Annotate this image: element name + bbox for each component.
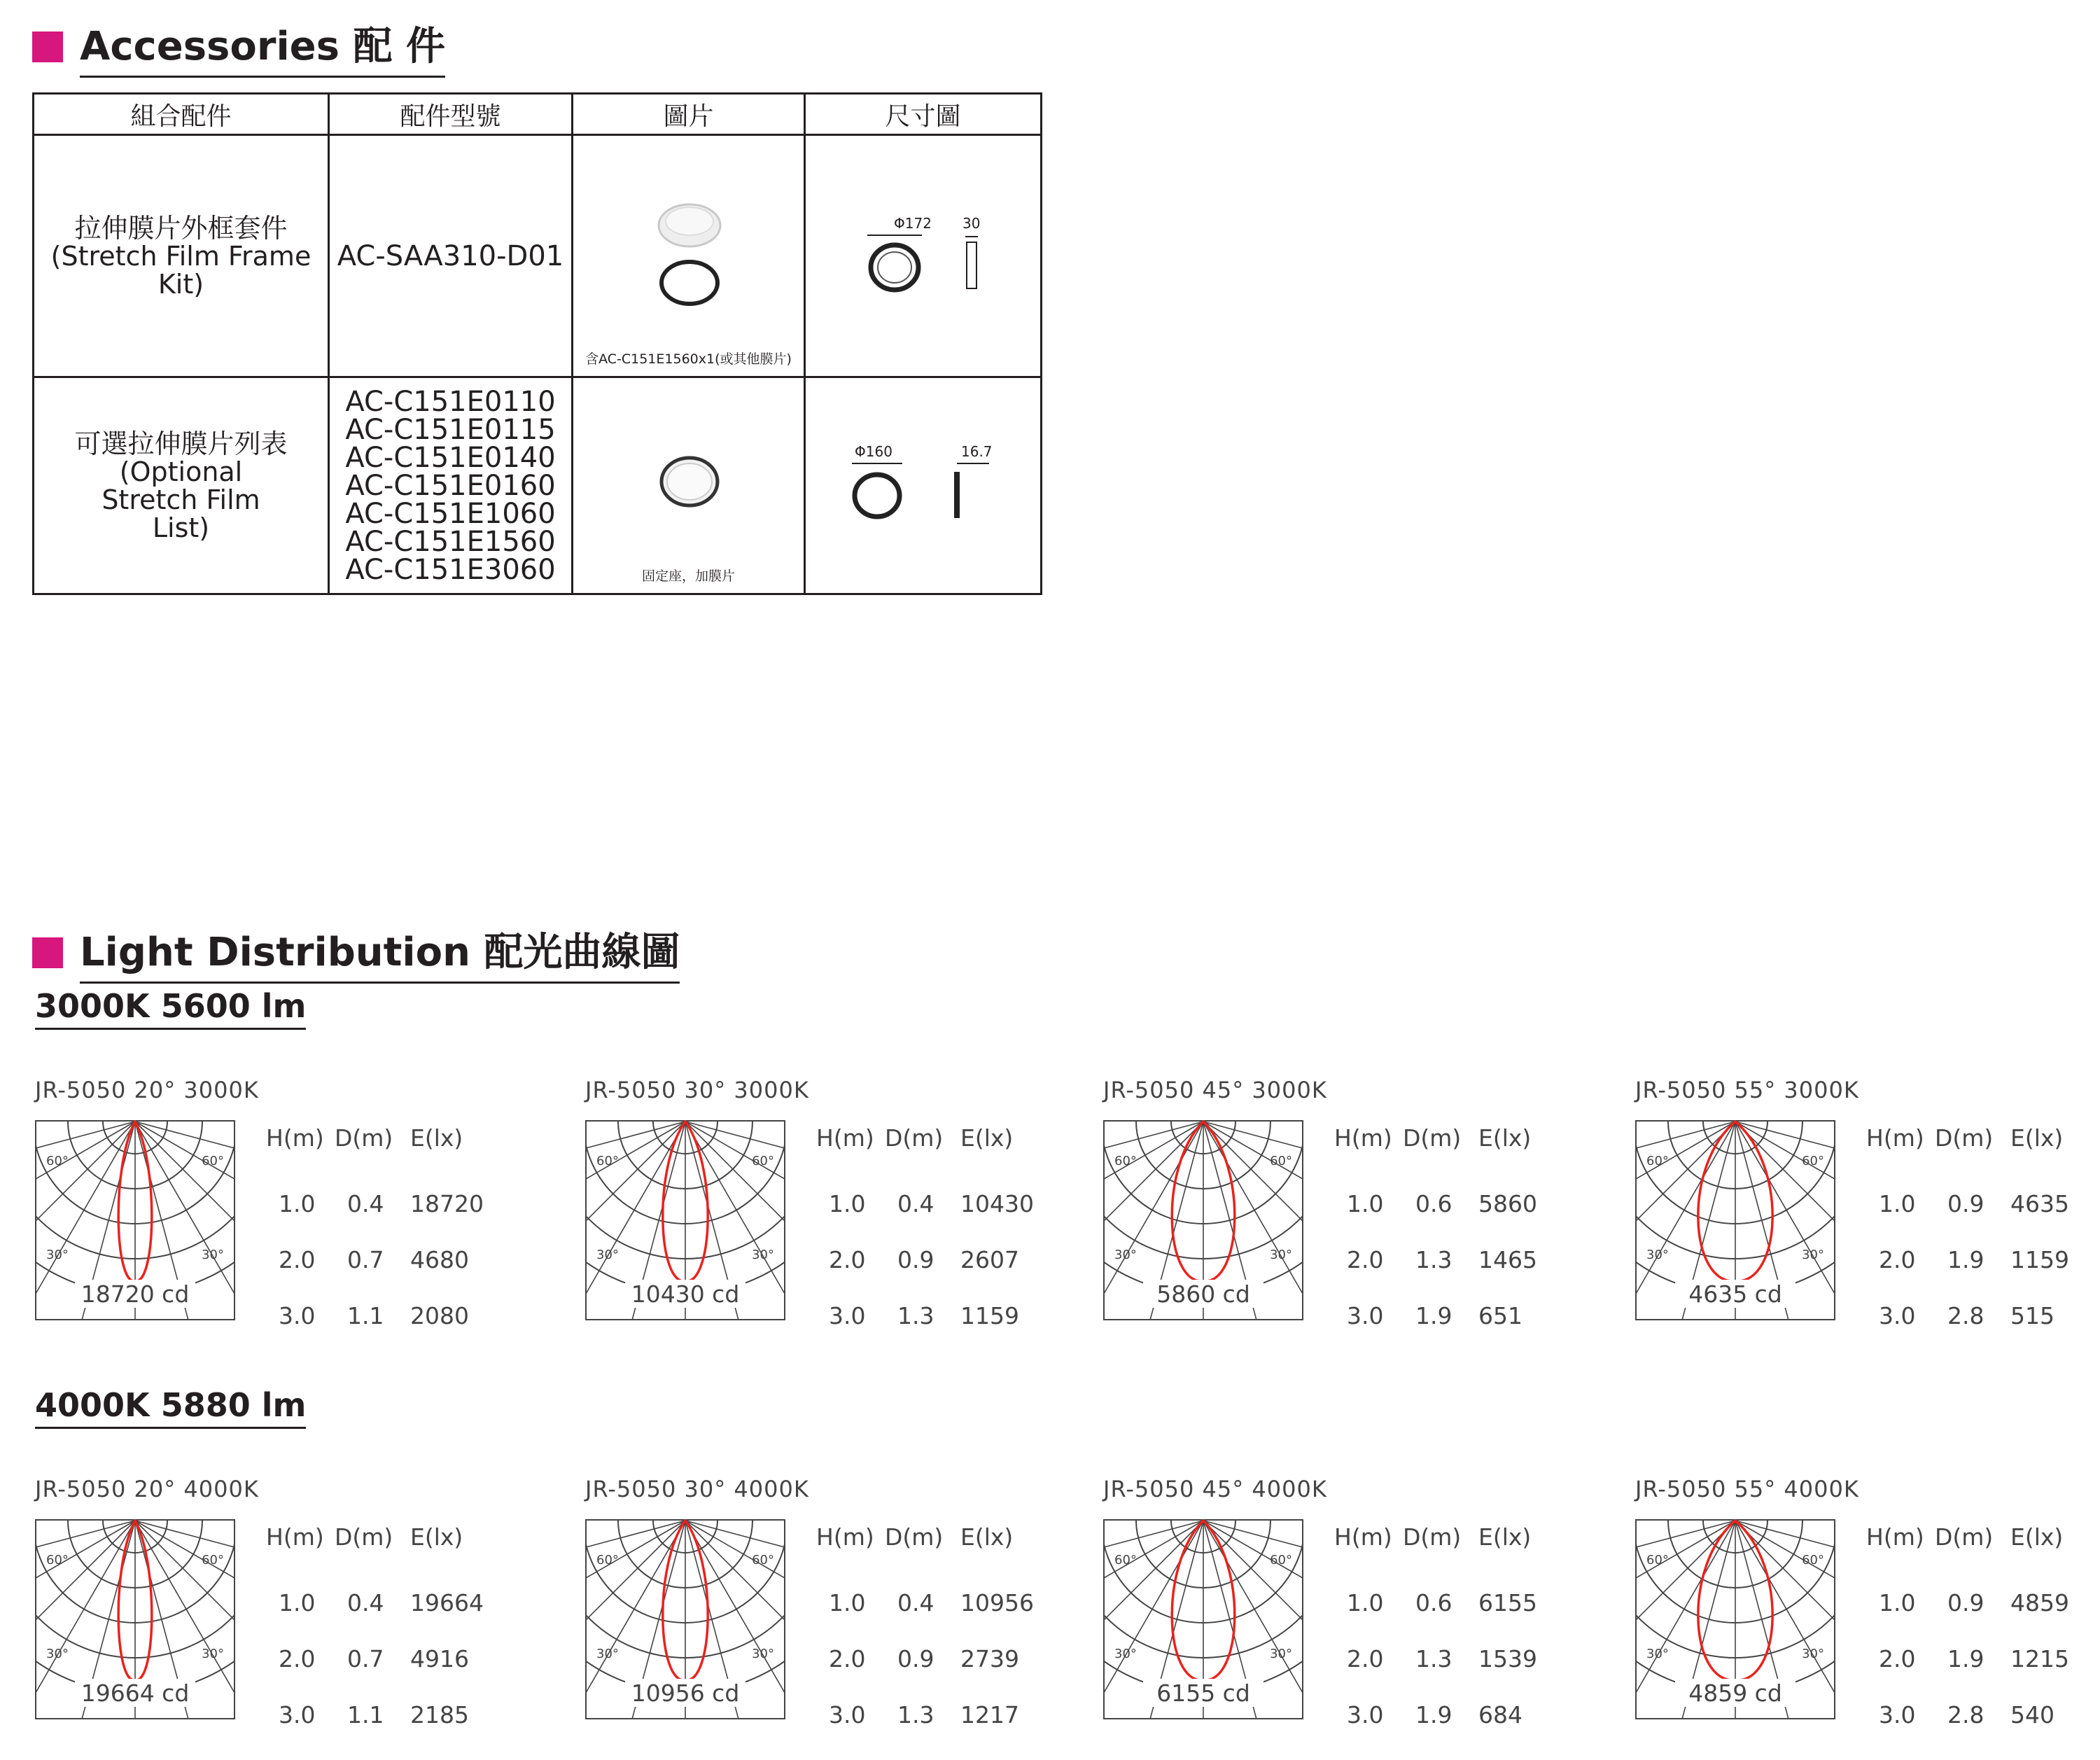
- table-cell: 2.0: [829, 1246, 866, 1273]
- table-cell: 3.0: [829, 1701, 866, 1728]
- table-header: E(lx): [1478, 1124, 1532, 1152]
- accessories-heading: [32, 15, 445, 78]
- table-header: D(m): [1935, 1523, 1994, 1551]
- angle-label: 30°: [1114, 1248, 1137, 1262]
- polar-distribution-plot: [35, 1519, 235, 1719]
- table-header: D(m): [335, 1124, 393, 1152]
- table-cell: 5860: [1478, 1190, 1537, 1217]
- accessory-dimension-cell: [805, 135, 1042, 377]
- table-header: D(m): [1403, 1124, 1462, 1152]
- angle-label: 60°: [752, 1154, 774, 1168]
- table-header: H(m): [1334, 1523, 1392, 1551]
- model-number: AC-C151E1560: [345, 525, 556, 558]
- table-row: [34, 377, 1042, 594]
- dimension-height: 30: [962, 215, 981, 232]
- table-cell: 1539: [1478, 1645, 1537, 1672]
- plot-title: JR-5050 30° 3000K: [585, 1077, 809, 1103]
- table-cell: 0.4: [347, 1589, 384, 1616]
- table-header: D(m): [885, 1124, 944, 1152]
- table-header: E(lx): [410, 1124, 463, 1152]
- header-cell: 配件型號: [329, 94, 573, 135]
- color-temperature-heading: 4000K 5880 lm: [35, 1386, 306, 1429]
- table-cell: 3.0: [279, 1302, 316, 1329]
- frame-kit-image: [573, 136, 802, 374]
- model-number: AC-C151E1060: [345, 497, 556, 530]
- peak-candela-label: 6155 cd: [1156, 1679, 1250, 1707]
- angle-label: 30°: [1802, 1647, 1824, 1661]
- table-row: [34, 135, 1042, 377]
- angle-label: 60°: [202, 1154, 224, 1168]
- table-cell: 2185: [410, 1701, 469, 1728]
- angle-label: 60°: [46, 1154, 69, 1168]
- peak-candela-label: 5860 cd: [1156, 1280, 1250, 1308]
- table-cell: 1.0: [1879, 1589, 1916, 1616]
- table-cell: 0.4: [897, 1190, 934, 1217]
- table-header: D(m): [1403, 1523, 1462, 1551]
- polar-distribution-plot: [1103, 1120, 1303, 1320]
- table-header: D(m): [885, 1523, 944, 1551]
- table-cell: 2.0: [1879, 1246, 1916, 1273]
- table-cell: 1217: [960, 1701, 1019, 1728]
- table-cell: 2607: [960, 1246, 1019, 1273]
- table-cell: 1.3: [897, 1701, 934, 1728]
- angle-label: 60°: [202, 1553, 224, 1567]
- table-cell: 4916: [410, 1645, 469, 1672]
- stretch-film-image: [573, 378, 802, 592]
- accessories-table: [32, 92, 1042, 595]
- accessory-name-cell: [34, 377, 329, 594]
- table-cell: 3.0: [829, 1302, 866, 1329]
- section-marker-icon: [32, 937, 63, 968]
- model-number: AC-C151E0110: [345, 385, 556, 418]
- angle-label: 60°: [596, 1553, 619, 1567]
- table-cell: 4635: [2010, 1190, 2069, 1217]
- picture-caption: 含AC-C151E1560x1(或其他膜片): [585, 351, 792, 367]
- table-cell: 0.7: [347, 1645, 384, 1672]
- model-number: AC-C151E0115: [345, 413, 556, 446]
- table-cell: 1.9: [1947, 1246, 1984, 1273]
- frame-kit-dimension-drawing: [806, 136, 1038, 374]
- table-cell: 515: [2010, 1302, 2054, 1329]
- table-cell: 1.0: [1347, 1589, 1384, 1616]
- table-header: E(lx): [960, 1523, 1014, 1551]
- angle-label: 60°: [1646, 1553, 1669, 1567]
- table-cell: 0.9: [1947, 1589, 1984, 1616]
- table-cell: 540: [2010, 1701, 2054, 1728]
- table-header: E(lx): [960, 1124, 1014, 1152]
- polar-distribution-plot: [35, 1120, 235, 1320]
- angle-label: 30°: [202, 1647, 224, 1661]
- plot-title: JR-5050 20° 4000K: [35, 1476, 259, 1502]
- peak-candela-label: 19664 cd: [80, 1679, 190, 1707]
- plot-title: JR-5050 45° 4000K: [1103, 1476, 1327, 1502]
- peak-candela-label: 18720 cd: [80, 1280, 190, 1308]
- polar-distribution-plot: [585, 1120, 785, 1320]
- table-cell: 0.7: [347, 1246, 384, 1273]
- angle-label: 30°: [1114, 1647, 1137, 1661]
- accessory-name-en: (Optional Stretch Film List): [102, 456, 260, 543]
- accessory-picture-cell: [573, 377, 805, 594]
- table-cell: 1.3: [1415, 1645, 1452, 1672]
- table-cell: 651: [1478, 1302, 1522, 1329]
- angle-label: 60°: [1114, 1553, 1137, 1567]
- table-cell: 18720: [410, 1190, 484, 1217]
- table-cell: 4680: [410, 1246, 469, 1273]
- angle-label: 30°: [596, 1248, 619, 1262]
- table-cell: 1.1: [347, 1302, 384, 1329]
- plot-title: JR-5050 45° 3000K: [1103, 1077, 1327, 1103]
- accessory-name-zh: 拉伸膜片外框套件: [74, 212, 288, 244]
- table-cell: 0.9: [1947, 1190, 1984, 1217]
- table-cell: 4859: [2010, 1589, 2069, 1616]
- picture-caption: 固定座，加膜片: [641, 568, 735, 584]
- table-cell: 2.0: [1347, 1645, 1384, 1672]
- model-number: AC-C151E0160: [345, 469, 556, 502]
- table-cell: 1.0: [1879, 1190, 1916, 1217]
- table-header: H(m): [266, 1523, 324, 1551]
- angle-label: 60°: [1270, 1553, 1292, 1567]
- table-header: H(m): [1866, 1523, 1924, 1551]
- table-header: H(m): [816, 1124, 874, 1152]
- table-cell: 0.4: [897, 1589, 934, 1616]
- accessory-name-zh: 可選拉伸膜片列表: [74, 428, 288, 459]
- table-cell: 1.0: [829, 1589, 866, 1616]
- dimension-diameter: Φ172: [894, 215, 932, 232]
- table-header: E(lx): [2010, 1124, 2064, 1152]
- angle-label: 30°: [1270, 1647, 1292, 1661]
- light-distribution-heading: [32, 921, 680, 984]
- table-cell: 3.0: [1347, 1302, 1384, 1329]
- dimension-height: 16.7: [961, 443, 993, 460]
- light-distribution-title: Light Distribution 配光曲線圖: [80, 921, 680, 984]
- table-cell: 2.0: [279, 1645, 316, 1672]
- table-cell: 2.8: [1947, 1701, 1984, 1728]
- angle-label: 30°: [1646, 1647, 1669, 1661]
- table-header: H(m): [816, 1523, 874, 1551]
- table-cell: 2.0: [829, 1645, 866, 1672]
- table-cell: 0.9: [897, 1645, 934, 1672]
- table-cell: 1.1: [347, 1701, 384, 1728]
- table-cell: 0.9: [897, 1246, 934, 1273]
- table-header: H(m): [1334, 1124, 1392, 1152]
- table-header: H(m): [1866, 1124, 1924, 1152]
- table-cell: 1.0: [829, 1190, 866, 1217]
- angle-label: 60°: [1646, 1154, 1669, 1168]
- table-cell: 2.0: [279, 1246, 316, 1273]
- table-cell: 0.6: [1415, 1190, 1452, 1217]
- accessory-name-en: (Stretch Film Frame Kit): [50, 240, 312, 300]
- accessory-picture-cell: [573, 135, 805, 377]
- table-header-row: [34, 94, 1042, 135]
- table-cell: 1.3: [1415, 1246, 1452, 1273]
- table-cell: 1.9: [1947, 1645, 1984, 1672]
- polar-distribution-plot: [1635, 1519, 1835, 1719]
- angle-label: 30°: [46, 1647, 69, 1661]
- table-cell: 2.8: [1947, 1302, 1984, 1329]
- peak-candela-label: 10956 cd: [631, 1679, 740, 1707]
- table-cell: 1.9: [1415, 1302, 1452, 1329]
- header-cell: 尺寸圖: [805, 94, 1042, 135]
- accessory-dimension-cell: [805, 377, 1042, 594]
- peak-candela-label: 4859 cd: [1688, 1679, 1782, 1707]
- plot-title: JR-5050 30° 4000K: [585, 1476, 809, 1502]
- model-number: AC-C151E0140: [345, 441, 556, 474]
- table-header: E(lx): [1478, 1523, 1532, 1551]
- table-cell: 1465: [1478, 1246, 1537, 1273]
- dimension-diameter: Φ160: [855, 443, 892, 460]
- angle-label: 60°: [1802, 1553, 1824, 1567]
- plot-title: JR-5050 20° 3000K: [35, 1077, 259, 1103]
- table-cell: 1.9: [1415, 1701, 1452, 1728]
- table-cell: 0.6: [1415, 1589, 1452, 1616]
- table-header: H(m): [266, 1124, 324, 1152]
- accessories-title: Accessories 配 件: [80, 15, 445, 78]
- table-cell: 6155: [1478, 1589, 1537, 1616]
- plot-title: JR-5050 55° 4000K: [1635, 1476, 1859, 1502]
- section-marker-icon: [32, 32, 63, 62]
- table-cell: 10430: [960, 1190, 1034, 1217]
- peak-candela-label: 4635 cd: [1688, 1280, 1782, 1308]
- accessory-model-cell: [329, 135, 573, 377]
- angle-label: 60°: [596, 1154, 619, 1168]
- angle-label: 60°: [46, 1553, 69, 1567]
- table-cell: 2739: [960, 1645, 1019, 1672]
- angle-label: 30°: [202, 1248, 224, 1262]
- table-cell: 1.0: [279, 1190, 316, 1217]
- table-cell: 2080: [410, 1302, 469, 1329]
- table-header: E(lx): [2010, 1523, 2064, 1551]
- color-temperature-heading: 3000K 5600 lm: [35, 987, 306, 1030]
- angle-label: 30°: [596, 1647, 619, 1661]
- table-cell: 3.0: [279, 1701, 316, 1728]
- angle-label: 30°: [46, 1248, 69, 1262]
- table-header: D(m): [1935, 1124, 1994, 1152]
- table-cell: 1.0: [1347, 1190, 1384, 1217]
- angle-label: 30°: [1646, 1248, 1669, 1262]
- plot-title: JR-5050 55° 3000K: [1635, 1077, 1859, 1103]
- table-cell: 10956: [960, 1589, 1034, 1616]
- angle-label: 60°: [1802, 1154, 1824, 1168]
- accessory-model-cell: [329, 377, 573, 594]
- angle-label: 30°: [752, 1647, 774, 1661]
- table-header: D(m): [335, 1523, 393, 1551]
- table-cell: 3.0: [1879, 1701, 1916, 1728]
- polar-distribution-plot: [1103, 1519, 1303, 1719]
- angle-label: 60°: [1114, 1154, 1137, 1168]
- table-cell: 3.0: [1879, 1302, 1916, 1329]
- polar-distribution-plot: [1635, 1120, 1835, 1320]
- accessory-name-cell: [34, 135, 329, 377]
- model-number: AC-C151E3060: [345, 553, 556, 586]
- table-cell: 1159: [960, 1302, 1019, 1329]
- table-cell: 1.0: [279, 1589, 316, 1616]
- table-header: E(lx): [410, 1523, 463, 1551]
- peak-candela-label: 10430 cd: [631, 1280, 740, 1308]
- angle-label: 30°: [1270, 1248, 1292, 1262]
- table-cell: 1.3: [897, 1302, 934, 1329]
- table-cell: 3.0: [1347, 1701, 1384, 1728]
- polar-distribution-plot: [585, 1519, 785, 1719]
- header-cell: 圖片: [573, 94, 805, 135]
- table-cell: 684: [1478, 1701, 1522, 1728]
- table-cell: 19664: [410, 1589, 484, 1616]
- angle-label: 30°: [752, 1248, 774, 1262]
- table-cell: 1215: [2010, 1645, 2069, 1672]
- table-cell: 0.4: [347, 1190, 384, 1217]
- table-cell: 1159: [2010, 1246, 2069, 1273]
- angle-label: 30°: [1802, 1248, 1824, 1262]
- angle-label: 60°: [1270, 1154, 1292, 1168]
- table-cell: 2.0: [1879, 1645, 1916, 1672]
- angle-label: 60°: [752, 1553, 774, 1567]
- stretch-film-dimension-drawing: [806, 378, 1038, 592]
- header-cell: 組合配件: [34, 94, 329, 135]
- table-cell: 2.0: [1347, 1246, 1384, 1273]
- model-number: AC-SAA310-D01: [337, 239, 564, 272]
